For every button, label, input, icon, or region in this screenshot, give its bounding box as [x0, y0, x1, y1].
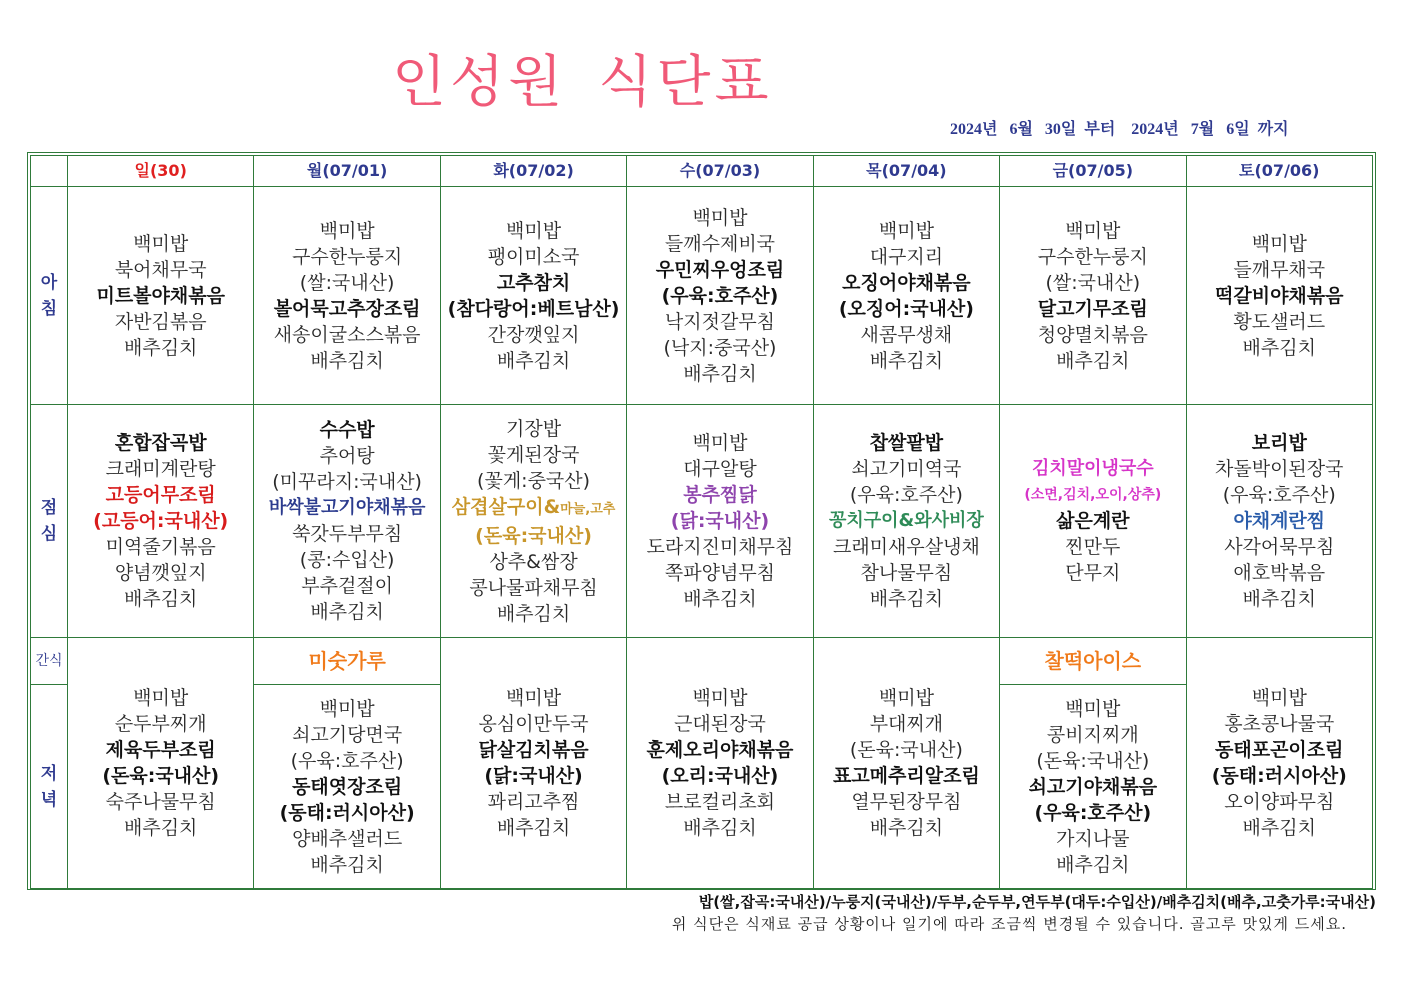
menu-item: (동태:러시아산) [1211, 765, 1347, 787]
menu-item: 팽이미소국 [487, 245, 580, 268]
menu-item: 낙지젓갈무침 [664, 310, 776, 333]
menu-item: 브로컬리초회 [664, 791, 776, 813]
menu-item: 홍초콩나물국 [1224, 713, 1335, 735]
breakfast-sun [68, 187, 254, 405]
lunch-wed [627, 405, 813, 638]
menu-item: 동태엿장조림 [292, 775, 403, 798]
menu-item: 쑥갓두부무침 [292, 523, 403, 545]
menu-item: 닭살김치볶음 [478, 739, 589, 761]
menu-item: 배추김치 [496, 349, 571, 372]
menu-item: 백미밥 [319, 219, 375, 242]
day-header-sun: 일(30) [68, 156, 254, 187]
menu-item: 배추김치 [1242, 336, 1316, 359]
menu-item: 미역줄기볶음 [105, 536, 216, 558]
day-header-wed: 수(07/03) [627, 156, 813, 187]
menu-item: 바싹불고기야채볶음 [268, 497, 426, 518]
menu-item: 부대찌개 [869, 713, 944, 735]
menu-item: 백미밥 [692, 432, 748, 454]
menu-item: 배추김치 [496, 602, 571, 625]
dinner-label-text: 저 녁 [40, 763, 58, 810]
menu-item: 달고기무조림 [1037, 297, 1148, 320]
menu-item: 배추김치 [310, 349, 384, 372]
corner-cell [31, 156, 68, 187]
menu-item: 백미밥 [1251, 232, 1307, 255]
breakfast-thu [813, 187, 999, 405]
breakfast-tue [440, 187, 626, 405]
menu-item: 고추참치 [496, 271, 571, 294]
menu-item: 근대된장국 [674, 713, 766, 735]
dinner-fri [1000, 685, 1186, 889]
menu-item: 배추김치 [1056, 349, 1130, 372]
menu-item: 고등어무조림 [105, 484, 216, 506]
menu-item: (닭:국내산) [670, 510, 770, 532]
breakfast-row [31, 187, 1373, 405]
menu-item: (콩:수입산) [299, 549, 395, 571]
title-part-2: 식단표 [598, 50, 773, 115]
menu-item: 간장깻잎지 [487, 323, 580, 346]
menu-item: 백미밥 [878, 219, 934, 242]
menu-item: (돈육:국내산) [475, 524, 592, 547]
menu-item: (낙지:중국산) [663, 336, 777, 359]
lunch-sat [1186, 405, 1372, 638]
menu-item: 훈제오리야채볶음 [646, 739, 794, 761]
menu-item: 애호박볶음 [1233, 562, 1326, 584]
menu-item: 배추김치 [683, 588, 757, 610]
menu-item: 크래미계란탕 [105, 458, 216, 480]
breakfast-sat [1186, 187, 1372, 405]
menu-item: 배추김치 [124, 817, 198, 839]
menu-item: (돈육:국내산) [102, 765, 220, 787]
menu-item: 청양멸치볶음 [1037, 323, 1148, 346]
menu-item: 콩비지찌개 [1046, 723, 1139, 746]
menu-item: 숙주나물무침 [105, 791, 216, 813]
date-range: 2024년 6월 30일 부터 2024년 7월 6일 까지 [950, 121, 1289, 138]
menu-item: 새송이굴소스볶음 [273, 323, 421, 346]
menu-item: 백미밥 [1065, 697, 1121, 720]
menu-item: 백미밥 [506, 219, 562, 242]
menu-item: 부추겉절이 [301, 575, 394, 597]
menu-item: (우육:호주산) [1222, 484, 1336, 506]
day-header-mon: 월(07/01) [254, 156, 440, 187]
day-header-sat: 토(07/06) [1186, 156, 1372, 187]
menu-item: 순두부찌개 [114, 713, 207, 735]
menu-item: 백미밥 [133, 232, 189, 255]
menu-item: 배추김치 [310, 601, 384, 623]
menu-item: 황도샐러드 [1233, 310, 1326, 333]
menu-item: 구수한누룽지 [1037, 245, 1148, 268]
menu-item: (참다랑어:베트남산) [447, 297, 620, 320]
lunch-label-text: 점 심 [40, 498, 58, 544]
menu-table [30, 155, 1373, 889]
menu-item: 배추김치 [1242, 817, 1316, 839]
menu-item: (우육:호주산) [290, 749, 404, 772]
menu-item: 백미밥 [1251, 687, 1307, 709]
menu-item: 쇠고기미역국 [851, 458, 962, 480]
menu-item: (우육:호주산) [1034, 801, 1152, 824]
lunch-thu [813, 405, 999, 638]
breakfast-label [31, 187, 68, 405]
menu-item: 가지나물 [1056, 827, 1130, 850]
menu-item: (돈육:국내산) [1036, 749, 1150, 772]
menu-item: 미트볼야채볶음 [96, 284, 225, 307]
menu-item: 배추김치 [1242, 588, 1316, 610]
menu-item: 크래미새우살냉채 [832, 536, 980, 558]
menu-item: 배추김치 [683, 362, 757, 385]
menu-item: 옹심이만두국 [478, 713, 589, 735]
menu-item: 기장밥 [506, 417, 562, 440]
snack-fri: 찰떡아이스 [1000, 638, 1186, 685]
menu-item: 꽁치구이&와사비장 [828, 510, 984, 531]
menu-item: 야채계란찜 [1233, 510, 1326, 532]
menu-item: 찹쌀팥밥 [869, 432, 944, 454]
menu-item: 수수밥 [319, 419, 375, 441]
lunch-tue [440, 405, 626, 638]
menu-item: 백미밥 [319, 697, 375, 720]
menu-item: 도라지진미채무침 [646, 536, 794, 558]
menu-item: 새콤무생채 [860, 323, 953, 346]
day-header-thu: 목(07/04) [813, 156, 999, 187]
menu-item: (쌀:국내산) [299, 271, 395, 294]
day-header-tue: 화(07/02) [440, 156, 626, 187]
menu-item: (닭:국내산) [484, 765, 583, 787]
menu-item: (우육:호주산) [661, 284, 779, 307]
menu-item: (동태:러시아산) [279, 801, 415, 824]
menu-item: 추어탕 [319, 445, 375, 467]
menu-item: 참나물무침 [860, 562, 953, 584]
snack-row [31, 638, 1373, 685]
lunch-fri [1000, 405, 1186, 638]
breakfast-wed [627, 187, 813, 405]
menu-item: 백미밥 [506, 687, 562, 709]
menu-item: 떡갈비야채볶음 [1215, 284, 1344, 307]
menu-item: 백미밥 [692, 206, 748, 229]
menu-item: 차돌박이된장국 [1215, 458, 1344, 480]
menu-item: 사각어묵무침 [1224, 536, 1335, 558]
snack-mon: 미숫가루 [254, 638, 440, 685]
menu-item: (소면,김치,오이,상추) [1024, 487, 1162, 503]
menu-item: 김치말이냉국수 [1031, 458, 1154, 479]
menu-item: 열무된장무침 [851, 791, 962, 813]
menu-item: (쌀:국내산) [1045, 271, 1141, 294]
menu-item: 백미밥 [692, 687, 748, 709]
menu-item: 들깨수제비국 [664, 232, 776, 255]
menu-item [442, 494, 625, 523]
title-part-1: 인성원 [392, 50, 567, 115]
menu-item: 꽃게된장국 [487, 443, 580, 466]
menu-item: 북어채무국 [114, 258, 207, 281]
menu-item: 배추김치 [310, 853, 384, 876]
menu-item: (오징어:국내산) [838, 297, 974, 320]
menu-item-sub: 마늘,고추 [560, 501, 616, 517]
lunch-sun [68, 405, 254, 638]
menu-item: (오리:국내산) [661, 765, 779, 787]
dinner-sat [1186, 638, 1372, 889]
dinner-label [31, 685, 68, 889]
menu-item: 자반김볶음 [114, 310, 207, 333]
breakfast-mon [254, 187, 440, 405]
menu-item: 배추김치 [683, 817, 757, 839]
breakfast-fri [1000, 187, 1186, 405]
menu-item: 배추김치 [496, 817, 571, 839]
menu-item: 보리밥 [1251, 432, 1307, 454]
menu-item: 우민찌우엉조림 [655, 258, 785, 281]
lunch-mon [254, 405, 440, 638]
menu-item: 상추&쌈장 [489, 550, 578, 573]
dinner-thu [813, 638, 999, 889]
menu-table-frame [27, 152, 1376, 890]
menu-item: 대구알탕 [683, 458, 757, 480]
menu-item: (꽃게:중국산) [477, 469, 591, 492]
menu-item: 볼어묵고추장조림 [273, 297, 421, 320]
menu-item: (우육:호주산) [849, 484, 963, 506]
menu-item: 백미밥 [1065, 219, 1121, 242]
menu-item: 백미밥 [878, 687, 934, 709]
menu-item: 혼합잡곡밥 [114, 432, 207, 454]
dinner-tue [440, 638, 626, 889]
menu-item-main: 삼겹살구이& [451, 495, 561, 518]
notice-text: 위 식단은 식재료 공급 상황이나 일기에 따라 조금씩 변경될 수 있습니다. 골고루 맛있게 드세요. [671, 915, 1347, 933]
menu-item: (미꾸라지:국내산) [272, 471, 422, 493]
menu-item: 동태포곤이조림 [1215, 739, 1344, 761]
menu-item: 백미밥 [133, 687, 189, 709]
menu-item: (돈육:국내산) [849, 739, 963, 761]
breakfast-label-text: 아 침 [40, 272, 58, 319]
lunch-label [31, 405, 68, 638]
menu-item: 양념깻잎지 [114, 562, 207, 584]
menu-item: 쇠고기당면국 [292, 723, 403, 746]
menu-item: 양배추샐러드 [292, 827, 403, 850]
snack-label: 간식 [31, 638, 68, 685]
dinner-sun [68, 638, 254, 889]
menu-item: 들깨무채국 [1233, 258, 1326, 281]
lunch-row [31, 405, 1373, 638]
menu-item: 쪽파양념무침 [664, 562, 776, 584]
menu-item: 배추김치 [869, 817, 944, 839]
menu-item: 구수한누룽지 [292, 245, 403, 268]
menu-item: 배추김치 [124, 588, 198, 610]
menu-item: 쇠고기야채볶음 [1028, 775, 1158, 798]
menu-item: 제육두부조림 [105, 739, 216, 761]
menu-item: 콩나물파채무침 [469, 576, 598, 599]
menu-item: 배추김치 [869, 588, 944, 610]
menu-item: 봉추찜닭 [683, 484, 757, 506]
dinner-mon [254, 685, 440, 889]
menu-item: 표고메추리알조림 [832, 765, 980, 787]
menu-item: (고등어:국내산) [93, 510, 229, 532]
dinner-wed [627, 638, 813, 889]
menu-item: 배추김치 [1056, 853, 1130, 876]
menu-item: 삶은계란 [1056, 510, 1130, 532]
menu-item: 대구지리 [869, 245, 944, 268]
header-row [31, 156, 1373, 187]
menu-item: 배추김치 [869, 349, 944, 372]
menu-item: 오징어야채볶음 [842, 271, 971, 294]
origin-note: 밥(쌀,잡곡:국내산)/누룽지(국내산)/두부,순두부,연두부(대두:수입산)/배추김치(배추,고춧가루:국내산) [698, 893, 1376, 911]
page-title [392, 38, 805, 118]
menu-item: 단무지 [1065, 562, 1121, 584]
menu-item: 배추김치 [124, 336, 198, 359]
menu-item: 오이양파무침 [1224, 791, 1335, 813]
menu-item: 찐만두 [1065, 536, 1121, 558]
day-header-fri: 금(07/05) [1000, 156, 1186, 187]
menu-item: 꽈리고추찜 [487, 791, 580, 813]
